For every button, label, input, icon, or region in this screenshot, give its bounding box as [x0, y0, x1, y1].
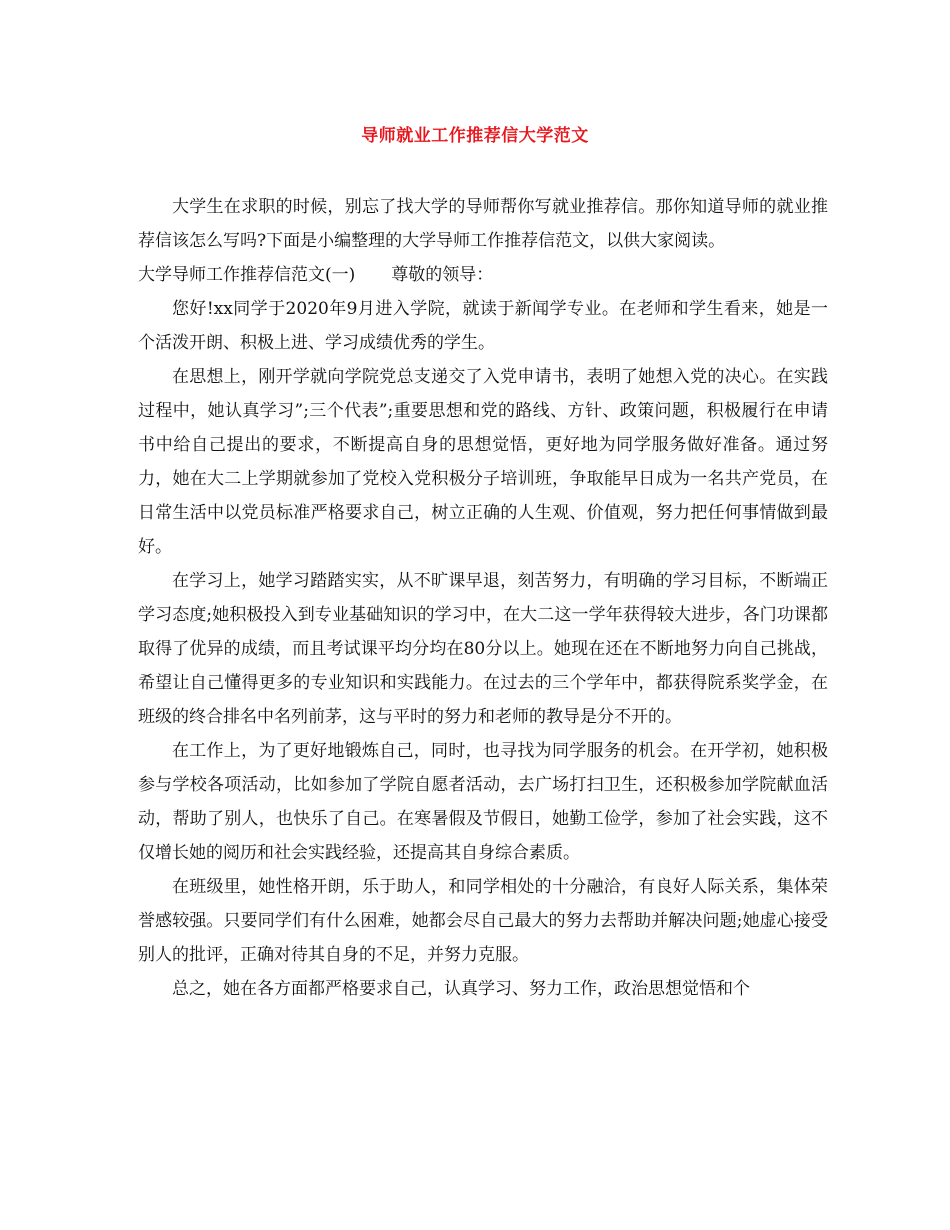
- paragraph-ideology: 在思想上，刚开学就向学院党总支递交了入党申请书，表明了她想入党的决心。在实践过程中，她认真学习”;三个代表”;重要思想和党的路线、方针、政策问题，积极履行在申请书中给自己提出的要求，不断提高自身的思想觉悟，更好地为同学服务做好准备。通过努力，她在大二上学期就参加了党校入党积极分子培训班，争取能早日成为一名共产党员，在日常生活中以党员标准严格要求自己，树立正确的人生观、价值观，努力把任何事情做到最好。: [138, 367, 828, 557]
- paragraph-summary: 总之，她在各方面都严格要求自己，认真学习、努力工作，政治思想觉悟和个: [172, 979, 750, 999]
- section-heading: 大学导师工作推荐信范文(一): [138, 265, 356, 285]
- paragraph-intro: 大学生在求职的时候，别忘了找大学的导师帮你写就业推荐信。那你知道导师的就业推荐信该怎么写吗?下面是小编整理的大学导师工作推荐信范文，以供大家阅读。: [138, 197, 828, 251]
- paragraph-work: 在工作上，为了更好地锻炼自己，同时，也寻找为同学服务的机会。在开学初，她积极参与学校各项活动，比如参加了学院自愿者活动，去广场打扫卫生，还积极参加学院献血活动，帮助了别人，也快乐了自己。在寒暑假及节假日，她勤工俭学，参加了社会实践，这不仅增长她的阅历和社会实践经验，还提高其自身综合素质。: [138, 741, 828, 863]
- document-body: [138, 190, 828, 1006]
- paragraph-class: 在班级里，她性格开朗，乐于助人，和同学相处的十分融洽，有良好人际关系，集体荣誉感较强。只要同学们有什么困难，她都会尽自己最大的努力去帮助并解决问题;她虚心接受别人的批评，正确对待其自身的不足，并努力克服。: [138, 877, 828, 965]
- document-title: 导师就业工作推荐信大学范文: [361, 126, 589, 146]
- salutation: 尊敬的领导：: [391, 265, 494, 285]
- paragraph-greeting: 您好!xx同学于2020年9月进入学院，就读于新闻学专业。在老师和学生看来，她是一个活泼开朗、积极上进、学习成绩优秀的学生。: [138, 299, 828, 353]
- paragraph-study: 在学习上，她学习踏踏实实，从不旷课早退，刻苦努力，有明确的学习目标，不断端正学习态度;她积极投入到专业基础知识的学习中，在大二这一学年获得较大进步，各门功课都取得了优异的成绩，而且考试课平均分均在80分以上。她现在还在不断地努力向自己挑战，希望让自己懂得更多的专业知识和实践能力。在过去的三个学年中，都获得院系奖学金，在班级的终合排名中名列前茅，这与平时的努力和老师的教导是分不开的。: [138, 571, 828, 727]
- paragraph-salutation: [138, 258, 828, 292]
